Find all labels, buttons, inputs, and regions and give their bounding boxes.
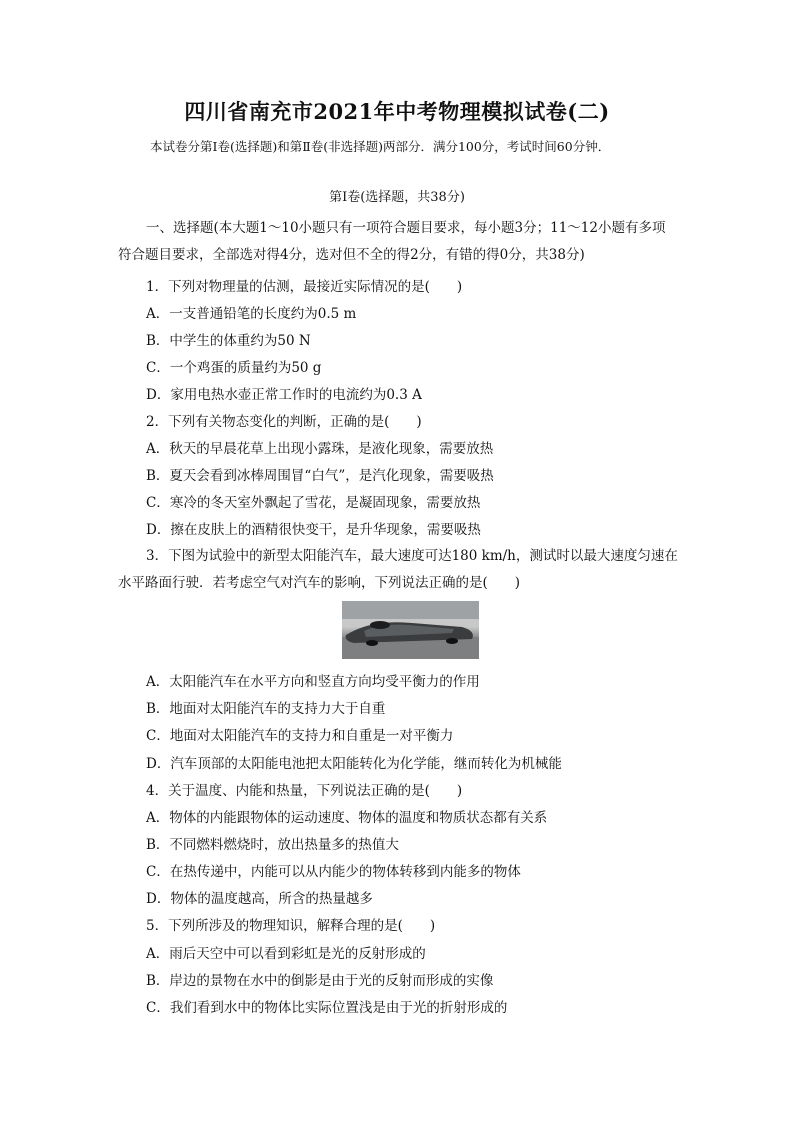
- question-3-option-c: C．地面对太阳能汽车的支持力和自重是一对平衡力: [146, 728, 454, 744]
- question-4-option-c: C．在热传递中，内能可以从内能少的物体转移到内能多的物体: [146, 864, 521, 880]
- question-1-option-d: D．家用电热水壶正常工作时的电流约为0.3 A: [146, 387, 422, 403]
- question-2-stem: 2．下列有关物态变化的判断，正确的是( ): [146, 414, 422, 430]
- question-5-option-c: C．我们看到水中的物体比实际位置浅是由于光的折射形成的: [146, 1000, 508, 1016]
- question-3-option-a: A．太阳能汽车在水平方向和竖直方向均受平衡力的作用: [146, 674, 480, 690]
- question-5-option-a: A．雨后天空中可以看到彩虹是光的反射形成的: [146, 946, 426, 962]
- question-3-option-b: B．地面对太阳能汽车的支持力大于自重: [146, 701, 386, 717]
- question-5-stem: 5．下列所涉及的物理知识，解释合理的是( ): [146, 918, 436, 934]
- question-2-option-c: C．寒冷的冬天室外飘起了雪花，是凝固现象，需要放热: [146, 495, 481, 511]
- question-3-option-d: D．汽车顶部的太阳能电池把太阳能转化为化学能，继而转化为机械能: [146, 756, 562, 772]
- question-4-option-a: A．物体的内能跟物体的运动速度、物体的温度和物质状态都有关系: [146, 810, 548, 826]
- solar-car-photo: [342, 601, 479, 659]
- question-4-option-d: D．物体的温度越高，所含的热量越多: [146, 891, 373, 907]
- question-1-option-b: B．中学生的体重约为50 N: [146, 333, 311, 349]
- exam-title: 四川省南充市2021年中考物理模拟试卷(二): [184, 99, 610, 124]
- question-5-option-b: B．岸边的景物在水中的倒影是由于光的反射而形成的实像: [146, 973, 494, 989]
- exam-intro: 本试卷分第Ⅰ卷(选择题)和第Ⅱ卷(非选择题)两部分．满分100分，考试时间60分钟．: [150, 139, 611, 154]
- section-instructions: 一、选择题(本大题1～10小题只有一项符合题目要求，每小题3分；11～12小题有多项符合题目要求，全部选对得4分，选对但不全的得2分，有错的得0分，共38分): [118, 220, 666, 263]
- question-2-option-a: A．秋天的早晨花草上出现小露珠，是液化现象，需要放热: [146, 441, 494, 457]
- question-4-option-b: B．不同燃料燃烧时，放出热量多的热值大: [146, 837, 399, 853]
- question-4-stem: 4．关于温度、内能和热量，下列说法正确的是( ): [146, 783, 463, 799]
- question-1-option-c: C．一个鸡蛋的质量约为50 g: [146, 360, 322, 376]
- section-title: 第Ⅰ卷(选择题，共38分): [329, 190, 465, 205]
- question-3-stem: 3．下图为试验中的新型太阳能汽车，最大速度可达180 km/h，测试时以最大速度匀速在水平路面行驶．若考虑空气对汽车的影响，下列说法正确的是( ): [118, 548, 678, 591]
- question-1-option-a: A．一支普通铅笔的长度约为0.5 m: [146, 306, 357, 322]
- question-2-option-d: D．擦在皮肤上的酒精很快变干，是升华现象，需要吸热: [146, 522, 481, 538]
- question-1-stem: 1．下列对物理量的估测，最接近实际情况的是( ): [146, 279, 463, 295]
- question-2-option-b: B．夏天会看到冰棒周围冒“白气”，是汽化现象，需要吸热: [146, 468, 494, 484]
